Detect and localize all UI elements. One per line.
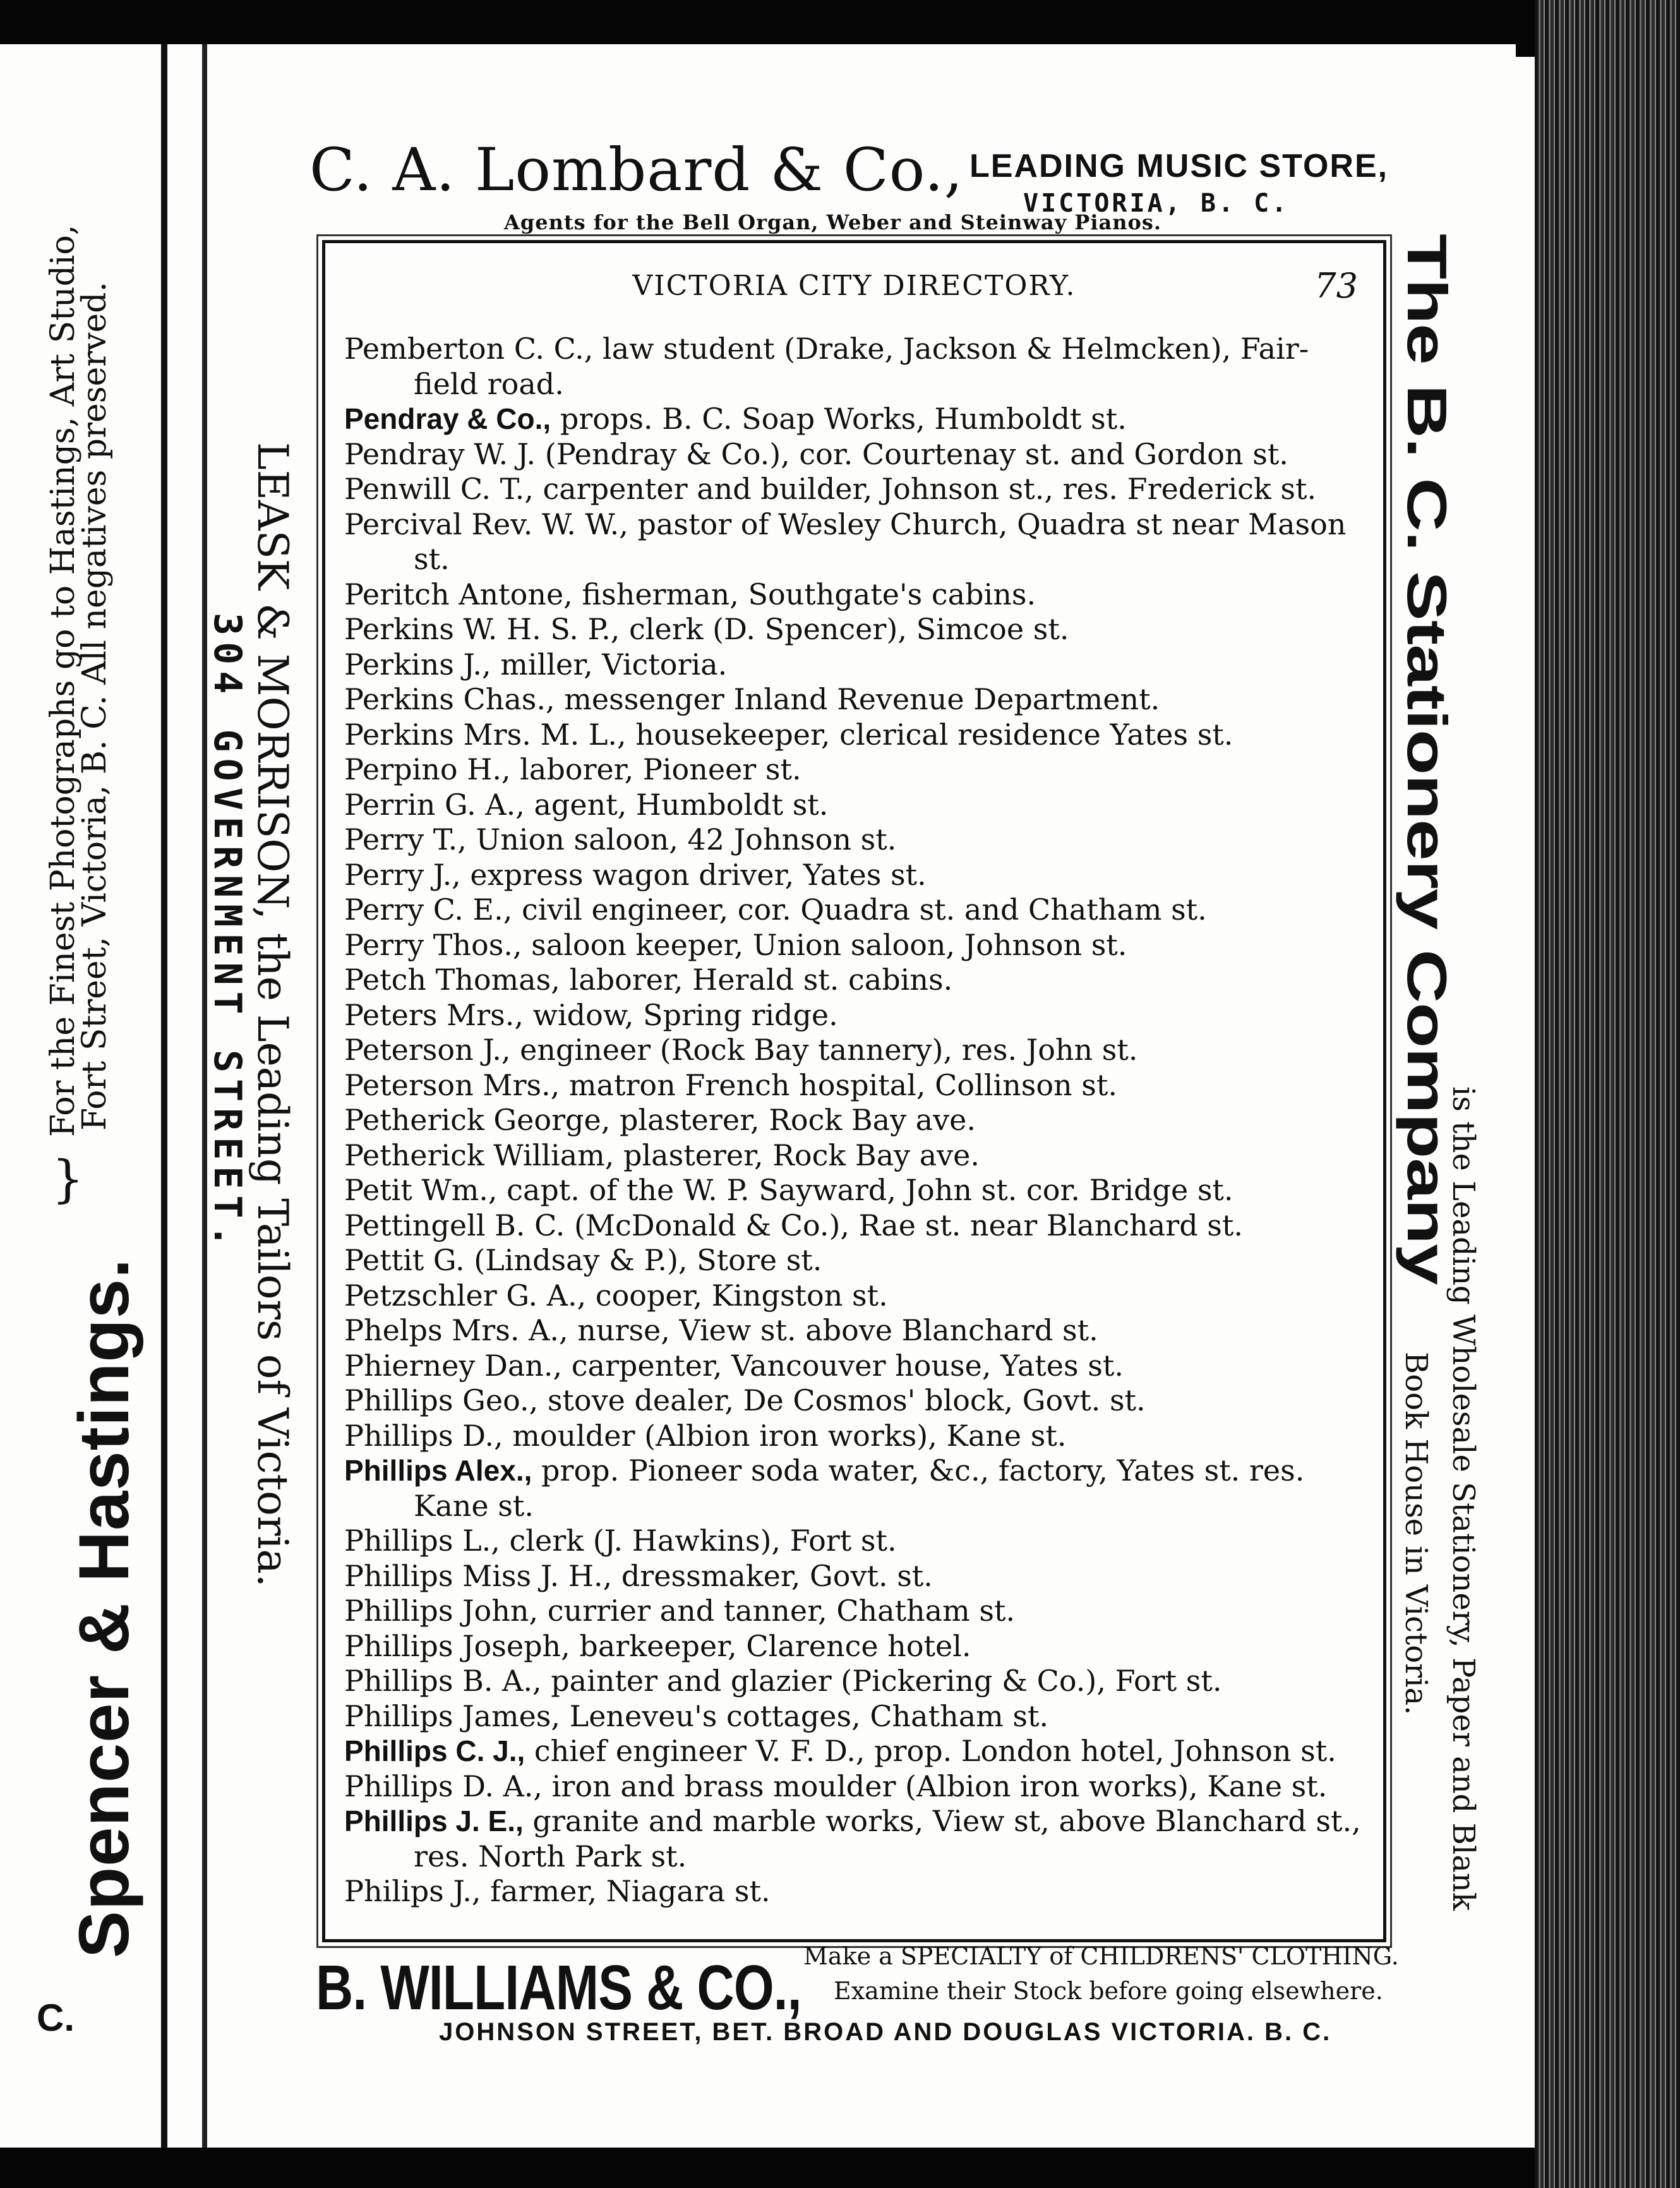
entry-text: Phierney Dan., carpenter, Vancouver house, Yates st. bbox=[344, 1348, 1124, 1383]
directory-entry bbox=[344, 1453, 1364, 1524]
entry-text: prop. Pioneer soda water, &c., factory, Yates st. res. Kane st. bbox=[414, 1453, 1305, 1523]
leask-ad-address: 304 GOVERNMENT STREET. bbox=[205, 613, 249, 1254]
directory-entry bbox=[344, 402, 1364, 437]
directory-entry bbox=[344, 822, 1364, 858]
directory-entry bbox=[344, 1419, 1364, 1454]
entry-text: Phillips Joseph, barkeeper, Clarence hotel. bbox=[344, 1628, 971, 1663]
entry-text: Phelps Mrs. A., nurse, View st. above Blanchard st. bbox=[344, 1313, 1098, 1347]
entry-text: Peterson J., engineer (Rock Bay tannery), res. John st. bbox=[344, 1033, 1138, 1067]
directory-entry bbox=[344, 1103, 1364, 1138]
entry-text: chief engineer V. F. D., prop. London hotel, Johnson st. bbox=[525, 1734, 1336, 1768]
entry-text: Perkins J., miller, Victoria. bbox=[344, 647, 728, 682]
entry-text: Phillips Geo., stove dealer, De Cosmos' block, Govt. st. bbox=[344, 1383, 1146, 1417]
directory-entry bbox=[344, 893, 1364, 928]
directory-entry bbox=[344, 1734, 1364, 1769]
directory-entry bbox=[344, 1033, 1364, 1068]
page-number: 73 bbox=[1314, 266, 1358, 306]
entry-text: Petherick William, plasterer, Rock Bay ave. bbox=[344, 1138, 980, 1172]
entry-text: Pettit G. (Lindsay & P.), Store st. bbox=[344, 1243, 822, 1277]
directory-entry bbox=[344, 472, 1364, 507]
directory-entry bbox=[344, 928, 1364, 963]
directory-entry bbox=[344, 752, 1364, 788]
entry-text: Peritch Antone, fisherman, Southgate's cabins. bbox=[344, 577, 1036, 611]
entry-text: Pettingell B. C. (McDonald & Co.), Rae st. near Blanchard st. bbox=[344, 1208, 1243, 1242]
entry-bold-name: Pendray & Co., bbox=[344, 402, 551, 435]
entry-text: Peters Mrs., widow, Spring ridge. bbox=[344, 997, 838, 1032]
williams-ad-address: JOHNSON STREET, BET. BROAD AND DOUGLAS VICTORIA. B. C. bbox=[439, 2018, 1332, 2046]
entry-text: Penwill C. T., carpenter and builder, Johnson st., res. Frederick st. bbox=[344, 472, 1317, 506]
directory-entries bbox=[344, 332, 1364, 1909]
williams-ad-examine: Examine their Stock before going elsewhere. bbox=[834, 1977, 1383, 2005]
lombard-ad-location: VICTORIA, B. C. bbox=[1023, 189, 1290, 218]
entry-text: Phillips D. A., iron and brass moulder (Albion iron works), Kane st. bbox=[344, 1769, 1328, 1803]
directory-entry bbox=[344, 1699, 1364, 1734]
entry-text: granite and marble works, View st, above Blanchard st., res. North Park st. bbox=[414, 1804, 1361, 1873]
directory-entry bbox=[344, 718, 1364, 753]
williams-ad bbox=[316, 1939, 1402, 2053]
entry-text: Philips J., farmer, Niagara st. bbox=[344, 1874, 771, 1908]
directory-entry bbox=[344, 788, 1364, 823]
leask-ad-line1: LEASK & MORRISON, the Leading Tailors of Victoria. bbox=[248, 442, 297, 1587]
entry-text: props. B. C. Soap Works, Humboldt st. bbox=[551, 402, 1127, 436]
entry-text: Perkins Mrs. M. L., housekeeper, clerical residence Yates st. bbox=[344, 717, 1233, 752]
directory-entry bbox=[344, 1208, 1364, 1244]
entry-text: Petzschler G. A., cooper, Kingston st. bbox=[344, 1278, 888, 1313]
entry-text: Phillips D., moulder (Albion iron works), Kane st. bbox=[344, 1418, 1067, 1453]
williams-ad-name: B. WILLIAMS & CO., bbox=[316, 1952, 801, 2023]
directory-entry bbox=[344, 1068, 1364, 1103]
entry-text: Phillips B. A., painter and glazier (Pickering & Co.), Fort st. bbox=[344, 1664, 1222, 1698]
directory-entry bbox=[344, 612, 1364, 647]
directory-entry bbox=[344, 1383, 1364, 1419]
directory-entry bbox=[344, 1594, 1364, 1629]
hastings-edge-letter: C. bbox=[37, 1997, 75, 2039]
hastings-ad-name: Spencer & Hastings. bbox=[64, 1258, 143, 1958]
williams-ad-specialty: Make a SPECIALTY of CHILDRENS' CLOTHING. bbox=[803, 1942, 1399, 1970]
directory-entry bbox=[344, 858, 1364, 893]
entry-text: Pendray W. J. (Pendray & Co.), cor. Courtenay st. and Gordon st. bbox=[344, 436, 1288, 471]
directory-frame bbox=[322, 240, 1386, 1942]
lombard-ad bbox=[309, 136, 1396, 237]
entry-bold-name: Phillips J. E., bbox=[344, 1805, 524, 1837]
entry-text: Perry C. E., civil engineer, cor. Quadra st. and Chatham st. bbox=[344, 893, 1207, 927]
hastings-ad-line1: For the Finest Photographs go to Hastings, Art Studio, bbox=[44, 224, 82, 1137]
lombard-ad-agents: Agents for the Bell Organ, Weber and Steinway Pianos. bbox=[504, 210, 1162, 234]
book-page-edges bbox=[1535, 0, 1680, 2188]
entry-bold-name: Phillips C. J., bbox=[344, 1734, 525, 1767]
entry-text: Pemberton C. C., law student (Drake, Jackson & Helmcken), Fair- field road. bbox=[344, 332, 1309, 401]
directory-entry bbox=[344, 1313, 1364, 1349]
bc-stationery-ad-line2: Book House in Victoria. bbox=[1398, 1352, 1434, 1716]
left-margin-rule bbox=[161, 44, 167, 2148]
bc-stationery-ad-line1: is the Leading Wholesale Stationery, Paper and Blank bbox=[1446, 1086, 1481, 1911]
entry-text: Petit Wm., capt. of the W. P. Sayward, John st. cor. Bridge st. bbox=[344, 1173, 1233, 1207]
entry-text: Perrin G. A., agent, Humboldt st. bbox=[344, 787, 829, 822]
entry-text: Phillips John, currier and tanner, Chatham st. bbox=[344, 1594, 1016, 1628]
entry-text: Perkins Chas., messenger Inland Revenue Department. bbox=[344, 682, 1160, 716]
directory-entry bbox=[344, 647, 1364, 683]
entry-text: Perry T., Union saloon, 42 Johnson st. bbox=[344, 822, 897, 857]
directory-entry bbox=[344, 332, 1364, 402]
brace-glyph: } bbox=[52, 1150, 84, 1208]
directory-entry bbox=[344, 1524, 1364, 1559]
bc-stationery-ad-name: The B. C. Stationery Company bbox=[1395, 234, 1458, 1285]
entry-text: Perry J., express wagon driver, Yates st. bbox=[344, 857, 927, 892]
directory-entry bbox=[344, 1173, 1364, 1208]
directory-entry bbox=[344, 1874, 1364, 1909]
directory-entry bbox=[344, 1138, 1364, 1174]
entry-text: Perkins W. H. S. P., clerk (D. Spencer), Simcoe st. bbox=[344, 612, 1069, 646]
running-head: VICTORIA CITY DIRECTORY. bbox=[632, 270, 1076, 302]
directory-entry bbox=[344, 963, 1364, 998]
lombard-ad-name: C. A. Lombard & Co., bbox=[309, 136, 964, 205]
entry-text: Percival Rev. W. W., pastor of Wesley Church, Quadra st near Mason st. bbox=[344, 507, 1347, 576]
entry-text: Perry Thos., saloon keeper, Union saloon, Johnson st. bbox=[344, 927, 1127, 962]
directory-entry bbox=[344, 1243, 1364, 1278]
entry-text: Perpino H., laborer, Pioneer st. bbox=[344, 752, 801, 786]
hastings-ad-line2: Fort Street, Victoria, B. C. All negatives preserved. bbox=[76, 281, 114, 1131]
directory-entry bbox=[344, 1804, 1364, 1874]
entry-bold-name: Phillips Alex., bbox=[344, 1454, 532, 1487]
lombard-ad-tagline: LEADING MUSIC STORE, bbox=[969, 148, 1389, 184]
directory-entry bbox=[344, 998, 1364, 1033]
directory-entry bbox=[344, 1349, 1364, 1384]
entry-text: Peterson Mrs., matron French hospital, Collinson st. bbox=[344, 1067, 1118, 1102]
entry-text: Petch Thomas, laborer, Herald st. cabins. bbox=[344, 963, 953, 997]
directory-entry bbox=[344, 507, 1364, 577]
directory-entry bbox=[344, 1629, 1364, 1664]
directory-entry bbox=[344, 577, 1364, 613]
directory-entry bbox=[344, 1559, 1364, 1594]
directory-entry bbox=[344, 1769, 1364, 1805]
entry-text: Phillips L., clerk (J. Hawkins), Fort st. bbox=[344, 1524, 897, 1558]
entry-text: Phillips Miss J. H., dressmaker, Govt. st. bbox=[344, 1558, 933, 1593]
directory-entry bbox=[344, 437, 1364, 472]
directory-entry bbox=[344, 1278, 1364, 1314]
entry-text: Phillips James, Leneveu's cottages, Chatham st. bbox=[344, 1698, 1049, 1733]
directory-entry bbox=[344, 1664, 1364, 1699]
entry-text: Petherick George, plasterer, Rock Bay ave. bbox=[344, 1103, 976, 1137]
directory-entry bbox=[344, 682, 1364, 718]
